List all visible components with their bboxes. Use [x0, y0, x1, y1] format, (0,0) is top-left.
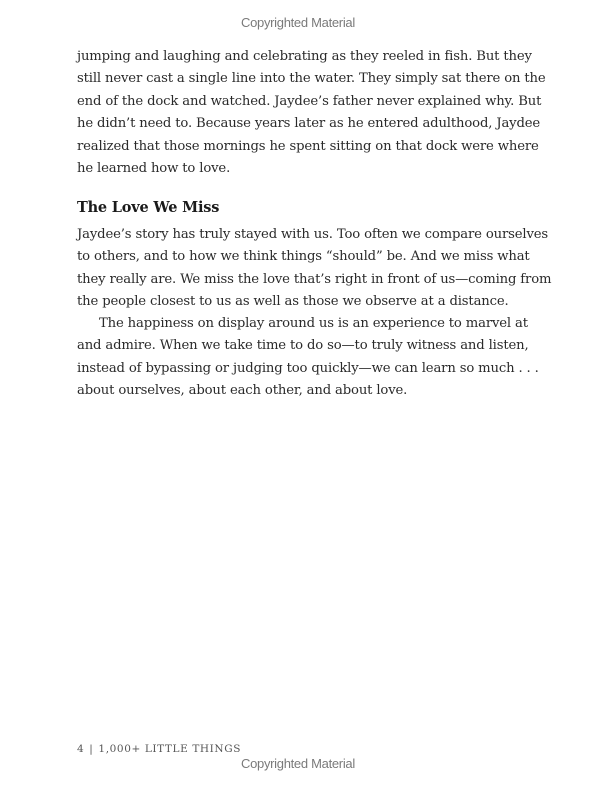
text-line: end of the dock and watched. Jaydee’s father never explained why. But: [77, 93, 542, 109]
copyright-watermark-top: Copyrighted Material: [241, 15, 355, 30]
text-line: they really are. We miss the love that’s right in front of us—coming from: [77, 271, 552, 287]
page-number: 4: [77, 743, 85, 755]
text-line: jumping and laughing and celebrating as they reeled in fish. But they: [77, 49, 532, 64]
text-line: instead of bypassing or judging too quickly—we can learn so much . . .: [77, 360, 539, 376]
text-line: the people closest to us as well as those we observe at a distance.: [77, 294, 509, 310]
text-line: about ourselves, about each other, and about love.: [77, 383, 408, 399]
paragraph-2: [77, 224, 552, 314]
text-line: to others, and to how we think things “should” be. And we miss what: [77, 249, 530, 265]
text-line: Jaydee’s story has truly stayed with us. Too often we compare ourselves: [77, 227, 549, 242]
copyright-watermark-bottom: Copyrighted Material: [241, 756, 355, 771]
text-line: The happiness on display around us is an experience to marvel at: [99, 316, 528, 331]
page-footer: [77, 743, 241, 755]
footer-separator: |: [89, 743, 94, 755]
section-heading: The Love We Miss: [77, 199, 220, 216]
book-title: 1,000+ LITTLE THINGS: [98, 743, 241, 755]
text-line: and admire. When we take time to do so—to truly witness and listen,: [77, 338, 529, 354]
paragraph-1: [77, 46, 546, 180]
text-line: still never cast a single line into the water. They simply sat there on the: [77, 71, 546, 87]
paragraph-3: [77, 313, 539, 403]
text-line: he learned how to love.: [77, 161, 231, 177]
text-line: realized that those mornings he spent sitting on that dock were where: [77, 138, 539, 154]
text-line: he didn’t need to. Because years later as he entered adulthood, Jaydee: [77, 116, 541, 132]
